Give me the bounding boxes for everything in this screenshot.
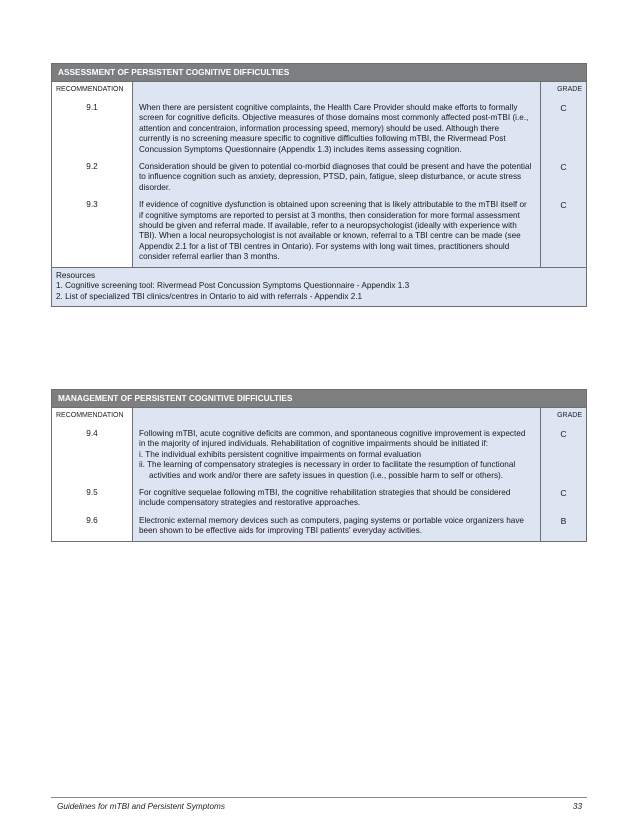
recommendation-text: Consideration should be given to potential co-morbid diagnoses that could be present and have the potential to influence cognition such as anxiety, depression, PTSD, pain, fatigue, sleep disturbance, or acute stress disorder. — [133, 159, 541, 197]
recommendation-number: 9.1 — [52, 100, 133, 159]
recommendation-grade: C — [541, 159, 586, 197]
resources-title: Resources — [56, 270, 96, 280]
header-spacer — [133, 408, 541, 426]
footer-divider — [51, 797, 587, 798]
recommendation-number: 9.6 — [52, 513, 133, 541]
recommendation-text — [133, 426, 541, 485]
recommendation-text: When there are persistent cognitive complaints, the Health Care Provider should make efforts to formally screen for cognitive deficits. Objective measures of those domains most commonly affected post-mTBI (i.e., attention and concentraion, information processing speed, memory) should be used. Although there currently is no screening measure specific to cognitive difficulties following mTBI, the Rivermead Post Concussion Symptoms Questionnaire (Appendix 1.3) includes items assessing cognition. — [133, 100, 541, 159]
recommendation-grade: B — [541, 513, 586, 541]
resource-item: 2. List of specialized TBI clinics/centres in Ontario to aid with referrals - Appendix 2.1 — [56, 291, 363, 301]
management-table-title: MANAGEMENT OF PERSISTENT COGNITIVE DIFFICULTIES — [52, 390, 586, 408]
recommendation-number: 9.5 — [52, 485, 133, 513]
management-table — [51, 389, 587, 542]
assessment-table-body — [52, 82, 586, 267]
resource-item: 1. Cognitive screening tool: Rivermead Post Concussion Symptoms Questionnaire - Appendix 1.3 — [56, 281, 410, 291]
grade-column-label: GRADE — [541, 408, 586, 426]
recommendation-grade: C — [541, 485, 586, 513]
management-table-body — [52, 408, 586, 541]
header-spacer — [133, 82, 541, 100]
footer-title: Guidelines for mTBI and Persistent Symptoms — [57, 802, 225, 811]
recommendation-text: Electronic external memory devices such as computers, paging systems or portable voice organizers have been shown to be effective aids for improving TBI patients' everyday activities. — [133, 513, 541, 541]
recommendation-number: 9.4 — [52, 426, 133, 485]
recommendation-column-label: RECOMMENDATION — [52, 408, 133, 426]
assessment-table-title: ASSESSMENT OF PERSISTENT COGNITIVE DIFFICULTIES — [52, 64, 586, 82]
recommendation-number: 9.3 — [52, 197, 133, 266]
recommendation-grade: C — [541, 100, 586, 159]
assessment-table — [51, 63, 587, 307]
recommendation-intro: Following mTBI, acute cognitive deficits are common, and spontaneous cognitive improvement is expected in the majority of injured individuals. Rehabilitation of cognitive impairments should be initiated if: — [139, 429, 526, 449]
criteria-item: i. The individual exhibits persistent cognitive impairments on formal evaluation — [139, 449, 422, 459]
recommendation-number: 9.2 — [52, 159, 133, 197]
recommendation-text: If evidence of cognitive dysfunction is obtained upon screening that is likely attributable to the mTBI itself or if cognitive symptoms are reported to persist at 3 months, then consideration for more formal assessment should be given and referral made. If available, refer to a neuropsychologist (ideally with experience with TBI). When a local neuropsychologist is not available or known, referral to a TBI centre can be made (see Appendix 2.1 for a list of TBI centres in Ontario). For systems with long wait times, practitioners should consider referral earlier than 3 months. — [133, 197, 541, 266]
recommendation-text: For cognitive sequelae following mTBI, the cognitive rehabilitation strategies that should be considered include compensatory strategies and restorative approaches. — [133, 485, 541, 513]
resources-box — [52, 267, 586, 306]
recommendation-column-label: RECOMMENDATION — [52, 82, 133, 100]
page-number: 33 — [572, 802, 582, 811]
criteria-item: ii. The learning of compensatory strategies is necessary in order to facilitate the resumption of functional activities and work and/or there are safety issues in question (i.e., possible harm to self or others). — [139, 460, 516, 480]
grade-column-label: GRADE — [541, 82, 586, 100]
recommendation-grade: C — [541, 197, 586, 266]
recommendation-grade: C — [541, 426, 586, 485]
